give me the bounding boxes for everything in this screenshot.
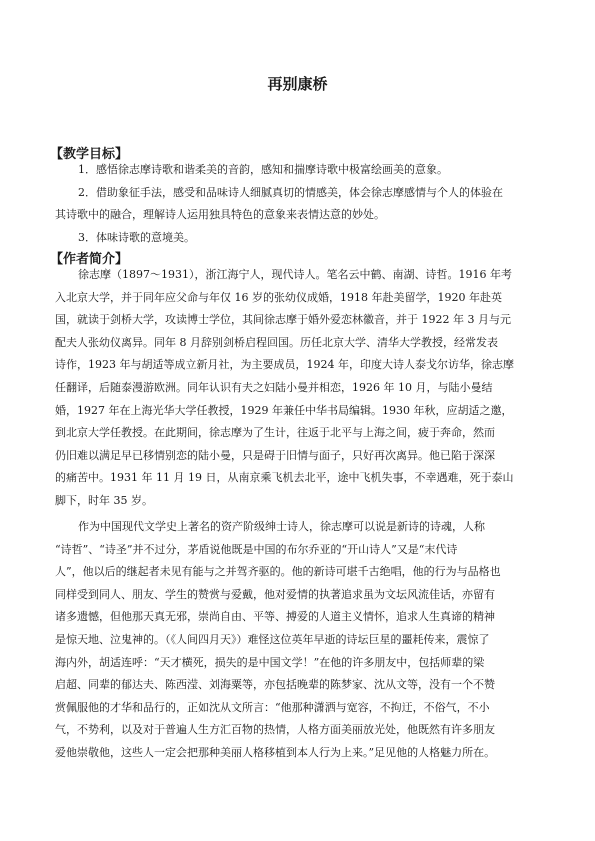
- author-paragraph-1: [55, 264, 540, 513]
- author-paragraph-2: [55, 516, 540, 765]
- text-line: 婚，1927 年在上海光华大学任教授，1929 年兼任中华书局编辑。1930 年秋，应胡适之邀，: [55, 403, 513, 417]
- text-line: 脚下，时年 35 岁。: [55, 493, 153, 507]
- text-line: 仍旧难以满足早已移情别恋的陆小曼，只是碍于旧情与面子，只好再次离异。他已陷于深深: [55, 448, 495, 462]
- text-line: 入北京大学，并于同年应父命与年仅 16 岁的张幼仪成婚，1918 年赴美留学，1920 年赴英: [55, 290, 502, 304]
- text-line: “诗哲”、“诗圣”并不过分，茅盾说他既是中国的布尔乔亚的“开山诗人”又是“末代诗: [55, 542, 458, 556]
- text-line: 诗作，1923 年与胡适等成立新月社，为主要成员，1924 年，印度大诗人泰戈尔访华，徐志摩: [55, 358, 514, 372]
- text-line: 任翻译，后随泰漫游欧洲。同年认识有夫之妇陆小曼并相恋，1926 年 10 月，与陆小曼结: [55, 380, 493, 394]
- text-line: 徐志摩（1897～1931），浙江海宁人，现代诗人。笔名云中鹤、南湖、诗哲。1916 年考: [78, 268, 512, 281]
- goals-heading: 【教学目标】: [50, 147, 129, 162]
- text-line: 同样受到同人、朋友、学生的赞赏与爱戴，他对爱情的执著追求虽为文坛风流佳话，亦留有: [55, 587, 495, 601]
- text-line: 赏佩服他的才华和品行的，正如沈从文所言：“他那种潇洒与宽容，不拘迂，不俗气，不小: [55, 700, 490, 714]
- text-line: 到北京大学任教授。在此期间，徐志摩为了生计，往返于北平与上海之间，疲于奔命，然而: [55, 426, 495, 440]
- author-heading: 【作者简介】: [50, 252, 129, 267]
- text-line: 作为中国现代文学史上著名的资产阶级绅士诗人，徐志摩可以说是新诗的诗魂，人称: [78, 520, 485, 533]
- text-line: 气，不势利，以及对于普遍人生方汇百物的热情，人格方面美丽放光处，他既然有许多朋友: [55, 723, 495, 737]
- goal-line: 2．借助象征手法，感受和品味诗人细腻真切的情感美，体会徐志摩感情与个人的体验在: [78, 185, 503, 199]
- text-line: 是惊天地、泣鬼神的。（《人间四月天》）难怪这位英年早逝的诗坛巨星的噩耗传来，震惊了: [55, 632, 490, 646]
- text-line: 人”，他以后的继起者未见有能与之并驾齐驱的。他的新诗可堪千古绝唱，他的行为与品格也: [55, 565, 501, 579]
- goals-paragraph: [55, 159, 540, 249]
- text-line: 启超、同辈的郁达夫、陈西滢、刘海粟等，亦包括晚辈的陈梦家、沈从文等，没有一个不赞: [55, 678, 495, 692]
- text-line: 诸多遗憾，但他那天真无邪，崇尚自由、平等、搏爱的人道主义情怀，追求人生真谛的精神: [55, 610, 495, 624]
- text-line: 配夫人张幼仪离异。同年 8 月辞别剑桥启程回国。历任北京大学、清华大学教授，经常发表: [55, 335, 498, 349]
- text-line: 国，就读于剑桥大学，攻读博士学位，其间徐志摩于婚外爱恋林徽音，并于 1922 年 3 月与元: [55, 313, 511, 327]
- goal-line: 1．感悟徐志摩诗歌和谐柔美的音韵，感知和揣摩诗歌中极富绘画美的意象。: [78, 163, 448, 176]
- page-title: 再别康桥: [267, 75, 328, 93]
- text-line: 的痛苦中。1931 年 11 月 19 日，从南京乘飞机去北平，途中飞机失事，不幸遇难，死于泰山: [55, 471, 514, 485]
- text-line: 海内外，胡适连呼：“天才横死，损失的是中国文学！”在他的许多朋友中，包括师辈的梁: [55, 655, 485, 669]
- goal-line: 3．体味诗歌的意境美。: [78, 230, 195, 244]
- goal-line: 其诗歌中的融合，理解诗人运用独具特色的意象来表情达意的妙处。: [55, 208, 385, 222]
- text-line: 爱他崇敬他，这些人一定会把那种美丽人格移植到本人行为上来。”足见他的人格魅力所在。: [55, 745, 496, 759]
